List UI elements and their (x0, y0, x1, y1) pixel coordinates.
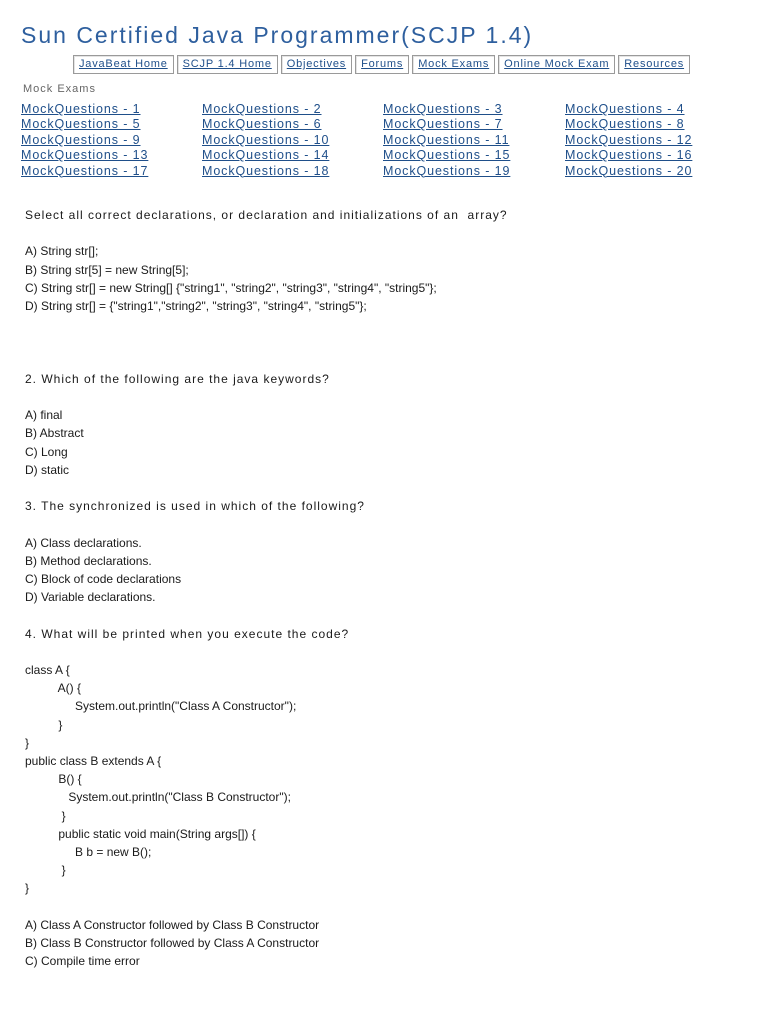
question-4-option: A) Class A Constructor followed by Class B Constructor (25, 917, 320, 932)
code-line: } (25, 808, 66, 823)
question-4-option: C) Compile time error (25, 954, 140, 969)
page-title: Sun Certified Java Programmer(SCJP 1.4) (21, 22, 534, 48)
question-2-option: A) final (25, 408, 63, 423)
question-3-option: A) Class declarations. (25, 535, 142, 550)
mock-questions-link[interactable]: MockQuestions - 6 (202, 117, 322, 132)
question-3-text: 3. The synchronized is used in which of the following? (25, 499, 365, 514)
question-1-option: C) String str[] = new String[] {"string1", "string2", "string3", "string4", "string5"}; (25, 280, 437, 295)
code-line: } (25, 863, 66, 878)
top-nav-bar (73, 55, 690, 74)
nav-scjp-home-link[interactable]: SCJP 1.4 Home (177, 55, 278, 74)
question-1-option: A) String str[]; (25, 244, 99, 259)
mock-questions-link[interactable]: MockQuestions - 20 (565, 163, 693, 178)
code-line: A() { (25, 681, 82, 696)
code-line: System.out.println("Class A Constructor"); (25, 699, 297, 714)
nav-online-mock-exam-link[interactable]: Online Mock Exam (498, 55, 615, 74)
code-line: public class B extends A { (25, 753, 162, 768)
nav-objectives-link[interactable]: Objectives (281, 55, 352, 74)
mock-questions-link[interactable]: MockQuestions - 9 (21, 132, 141, 147)
mock-questions-link[interactable]: MockQuestions - 4 (565, 102, 685, 116)
mock-questions-link[interactable]: MockQuestions - 11 (383, 132, 510, 147)
mock-questions-link[interactable]: MockQuestions - 8 (565, 117, 685, 132)
code-line: B() { (25, 772, 82, 787)
question-3-option: D) Variable declarations. (25, 590, 156, 605)
mock-questions-link[interactable]: MockQuestions - 14 (202, 148, 330, 163)
code-line: System.out.println("Class B Constructor"); (25, 790, 291, 805)
mock-questions-link[interactable]: MockQuestions - 5 (21, 117, 141, 132)
mock-questions-link[interactable]: MockQuestions - 19 (383, 163, 511, 178)
question-2-option: C) Long (25, 444, 68, 459)
question-2-text: 2. Which of the following are the java keywords? (25, 371, 330, 386)
mock-questions-link[interactable]: MockQuestions - 17 (21, 163, 149, 178)
mock-questions-link[interactable]: MockQuestions - 12 (565, 132, 693, 147)
question-4-text: 4. What will be printed when you execute the code? (25, 626, 350, 641)
mock-questions-link[interactable]: MockQuestions - 3 (383, 102, 503, 116)
code-line: public static void main(String args[]) { (25, 826, 256, 841)
question-2-option: B) Abstract (25, 426, 84, 441)
question-3-option: C) Block of code declarations (25, 571, 182, 586)
mock-exams-heading: Mock Exams (23, 83, 96, 95)
question-1-option: D) String str[] = {"string1","string2", "string3", "string4", "string5"}; (25, 299, 367, 313)
code-line: } (25, 717, 63, 732)
mock-questions-link[interactable]: MockQuestions - 13 (21, 148, 149, 163)
mock-questions-link[interactable]: MockQuestions - 7 (383, 117, 503, 132)
mock-questions-link[interactable]: MockQuestions - 18 (202, 163, 330, 178)
question-2-option: D) static (25, 462, 70, 477)
code-line: class A { (25, 662, 70, 677)
nav-javabeat-home-link[interactable]: JavaBeat Home (73, 55, 174, 74)
mock-questions-link[interactable]: MockQuestions - 16 (565, 148, 693, 163)
question-1-text: Select all correct declarations, or declaration and initializations of an array? (25, 208, 508, 222)
mock-questions-grid (21, 102, 725, 179)
nav-mock-exams-link[interactable]: Mock Exams (412, 55, 495, 74)
nav-resources-link[interactable]: Resources (618, 55, 690, 74)
question-3-option: B) Method declarations. (25, 553, 152, 568)
question-4-option: B) Class B Constructor followed by Class A Constructor (25, 935, 320, 950)
nav-forums-link[interactable]: Forums (355, 55, 409, 74)
code-line: B b = new B(); (25, 844, 152, 859)
mock-questions-link[interactable]: MockQuestions - 10 (202, 132, 330, 147)
question-1-option: B) String str[5] = new String[5]; (25, 262, 189, 277)
mock-questions-link[interactable]: MockQuestions - 2 (202, 102, 322, 116)
mock-questions-link[interactable]: MockQuestions - 15 (383, 148, 511, 163)
questions-content (25, 206, 745, 970)
mock-questions-link[interactable]: MockQuestions - 1 (21, 102, 141, 116)
code-line: } (25, 881, 30, 896)
code-line: } (25, 735, 30, 750)
